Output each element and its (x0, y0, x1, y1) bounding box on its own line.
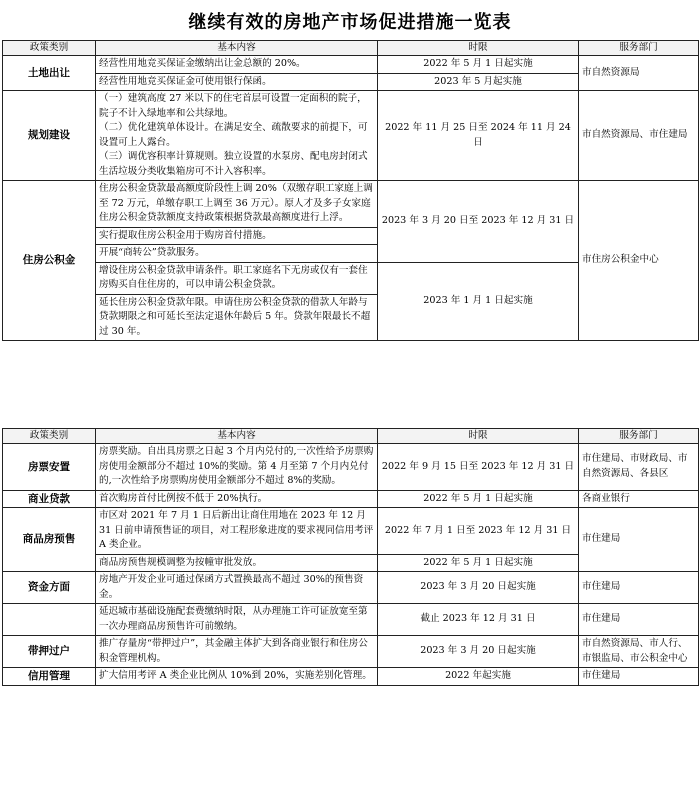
header-category: 政策类别 (3, 429, 96, 444)
content-line: （一）建筑高度 27 米以下的住宅首层可设置一定面积的院子，院子不计入绿地率和公共绿地。 (99, 93, 367, 119)
dept-cell: 市自然资源局、市住建局 (579, 91, 699, 181)
content-cell: 首次购房首付比例按不低于 20%执行。 (96, 490, 378, 508)
header-row (3, 41, 699, 56)
category-cell: 带押过户 (3, 636, 96, 668)
content-cell: 经营性用地竞买保证金可使用银行保函。 (96, 73, 378, 91)
category-cell: 信用管理 (3, 668, 96, 686)
header-row (3, 429, 699, 444)
table-row (3, 444, 699, 491)
header-date: 时限 (378, 429, 579, 444)
date-cell: 2022 年 5 月 1 日起实施 (378, 490, 579, 508)
header-dept: 服务部门 (579, 429, 699, 444)
date-cell: 2023 年 3 月 20 日起实施 (378, 636, 579, 668)
content-line: （二）优化建筑单体设计。在满足安全、疏散要求的前提下，可设置可上人露台。 (99, 122, 368, 148)
content-cell: 实行提取住房公积金用于购房首付措施。 (96, 227, 378, 245)
date-cell: 2023 年 5 月起实施 (378, 73, 579, 91)
document-title: 继续有效的房地产市场促进措施一览表 (188, 12, 512, 33)
content-cell: 经营性用地竞买保证金缴纳出让金总额的 20%。 (96, 56, 378, 74)
category-cell: 住房公积金 (3, 181, 96, 341)
category-cell: 资金方面 (3, 572, 96, 604)
content-cell: 延长住房公积金贷款年限。申请住房公积金贷款的借款人年龄与贷款期限之和可延长至法定退休年龄后 5 年。贷款年限最长不超过 30 年。 (96, 294, 378, 341)
date-cell: 2022 年 11 月 25 日至 2024 年 11 月 24 日 (378, 91, 579, 181)
header-content: 基本内容 (96, 41, 378, 56)
content-cell: 扩大信用考评 A 类企业比例从 10%到 20%，实施差别化管理。 (96, 668, 378, 686)
dept-cell: 市住建局 (579, 508, 699, 572)
table-row (3, 604, 699, 636)
content-cell: 增设住房公积金贷款申请条件。职工家庭名下无房或仅有一套住房购买自住住房的，可以申请公积金贷款。 (96, 262, 378, 294)
table-row (3, 91, 699, 181)
date-cell: 2023 年 1 月 1 日起实施 (378, 262, 579, 341)
content-cell: 房票奖励。自出具房票之日起 3 个月内兑付的,一次性给予房票购房使用金额部分不超过 10%的奖励。第 4 月至第 7 个月内兑付的,一次性给予房票购房使用金额部分不超过 8%的奖励。 (96, 444, 378, 491)
content-cell: 推广存量房“带押过户”，其金融主体扩大到各商业银行和住房公积金管理机构。 (96, 636, 378, 668)
table-row (3, 56, 699, 74)
date-cell: 2022 年 9 月 15 日至 2023 年 12 月 31 日 (378, 444, 579, 491)
table-row (3, 636, 699, 668)
header-category: 政策类别 (3, 41, 96, 56)
dept-cell: 市住建局 (579, 572, 699, 604)
category-cell: 土地出让 (3, 56, 96, 91)
dept-cell: 市自然资源局 (579, 56, 699, 91)
content-cell (96, 91, 378, 181)
date-cell: 2022 年 5 月 1 日起实施 (378, 554, 579, 572)
content-cell: 商品房预售规模调整为按幢审批发放。 (96, 554, 378, 572)
category-cell: 房票安置 (3, 444, 96, 491)
header-dept: 服务部门 (579, 41, 699, 56)
category-cell: 规划建设 (3, 91, 96, 181)
table-row (3, 668, 699, 686)
content-cell: 市区对 2021 年 7 月 1 日后新出让商住用地在 2023 年 12 月 31 日前申请预售证的项目，对工程形象进度的要求视同信用考评 A 类企业。 (96, 508, 378, 555)
date-cell: 2022 年 7 月 1 日至 2023 年 12 月 31 日 (378, 508, 579, 555)
table-row (3, 508, 699, 555)
header-content: 基本内容 (96, 429, 378, 444)
content-cell: 开展“商转公”贷款服务。 (96, 245, 378, 263)
policy-table-2 (2, 428, 699, 686)
policy-table-1 (2, 40, 699, 341)
dept-cell: 市住建局 (579, 604, 699, 636)
content-line: （三）调优容积率计算规则。独立设置的水泵房、配电房封闭式生活垃圾分类收集箱房可不计入容积率。 (99, 151, 368, 177)
content-cell: 房地产开发企业可通过保函方式置换最高不超过 30%的预售资金。 (96, 572, 378, 604)
date-cell: 截止 2023 年 12 月 31 日 (378, 604, 579, 636)
dept-cell: 市住建局 (579, 668, 699, 686)
dept-cell: 市住房公积金中心 (579, 181, 699, 341)
date-cell: 2023 年 3 月 20 日至 2023 年 12 月 31 日 (378, 181, 579, 263)
date-cell: 2022 年起实施 (378, 668, 579, 686)
dept-cell: 市住建局、市财政局、市自然资源局、各县区 (579, 444, 699, 491)
content-cell: 延迟城市基础设施配套费缴纳时限，从办理施工许可证放宽至第一次办理商品房预售许可前缴纳。 (96, 604, 378, 636)
header-date: 时限 (378, 41, 579, 56)
date-cell: 2022 年 5 月 1 日起实施 (378, 56, 579, 74)
category-cell: 商品房预售 (3, 508, 96, 572)
content-cell: 住房公积金贷款最高额度阶段性上调 20%（双缴存职工家庭上调至 72 万元，单缴存职工上调至 36 万元）。原人才及多子女家庭住房公积金贷款额度支持政策根据贷款最高额度进行上浮。 (96, 181, 378, 228)
table-row (3, 572, 699, 604)
dept-cell: 各商业银行 (579, 490, 699, 508)
dept-cell: 市自然资源局、市人行、市银监局、市公积金中心 (579, 636, 699, 668)
table-row (3, 490, 699, 508)
category-cell (3, 604, 96, 636)
table-row (3, 181, 699, 228)
date-cell: 2023 年 3 月 20 日起实施 (378, 572, 579, 604)
category-cell: 商业贷款 (3, 490, 96, 508)
